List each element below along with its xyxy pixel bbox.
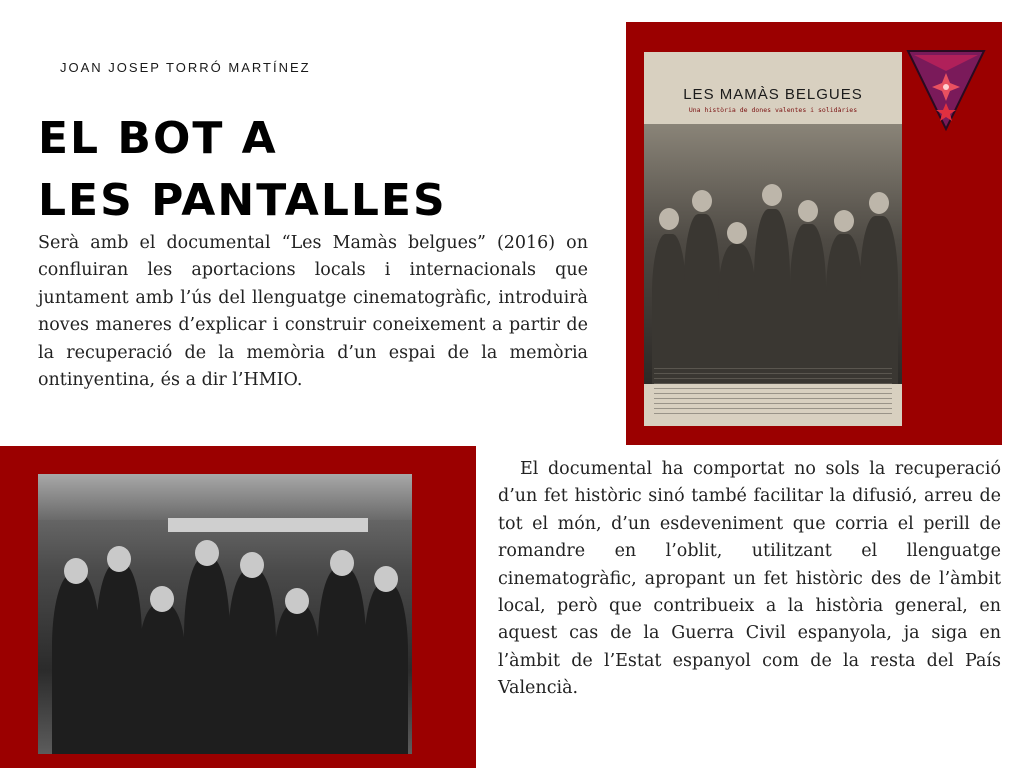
poster-title: LES MAMÀS BELGUES xyxy=(683,86,863,103)
poster-figure xyxy=(652,234,686,384)
documentary-poster xyxy=(644,52,902,426)
photo-sign xyxy=(168,518,368,532)
photo-face xyxy=(374,566,398,592)
poster-face xyxy=(869,192,889,214)
poster-figure xyxy=(790,224,826,384)
poster-figure xyxy=(826,234,862,384)
poster-face xyxy=(659,208,679,230)
body-paragraph: El documental ha comportat no sols la recuperació d’un fet històric sinó també facilitar la difusió, arreu de tot el món, d’un esdeveniment que corria el perill de romandre en l’oblit, utilitzant el llenguatge cinematogràfic, apropant un fet històric des de l’àmbit local, però que contribueix a la història general, en aquest cas de la Guerra Civil espanyola, ja siga en l’àmbit de l’Estat espanyol com de la resta del País Valencià. xyxy=(498,459,1001,699)
photo-figure xyxy=(184,558,230,754)
poster-figure xyxy=(684,214,720,384)
photo-face xyxy=(240,552,264,578)
photo-figure xyxy=(96,564,142,754)
poster-face xyxy=(727,222,747,244)
photo-face xyxy=(150,586,174,612)
photo-face xyxy=(107,546,131,572)
photo-figure xyxy=(364,584,408,754)
author-name: JOAN JOSEP TORRÓ MARTÍNEZ xyxy=(60,60,311,75)
title-line-1: EL BOT A xyxy=(38,113,278,164)
poster-face xyxy=(692,190,712,212)
poster-credits xyxy=(654,368,892,418)
poster-figure xyxy=(860,216,898,384)
intro-paragraph: Serà amb el documental “Les Mamàs belgues” (2016) on confluiran les aportacions locals i internacionals que juntament amb l’ús del llenguatge cinematogràfic, introduirà noves maneres d’explicar i construir coneixement a partir de la recuperació de la memòria d’un espai de la memòria ontinyentina, és a dir l’HMIO. xyxy=(38,233,588,391)
republican-badge-icon xyxy=(904,47,988,133)
photo-figure xyxy=(318,568,366,754)
poster-photo xyxy=(644,124,902,384)
poster-subtitle: Una història de dones valentes i solidàries xyxy=(688,106,858,114)
photo-face xyxy=(64,558,88,584)
poster-face xyxy=(834,210,854,232)
photo-building-banner xyxy=(38,474,412,520)
page-title xyxy=(38,108,447,232)
photo-face xyxy=(285,588,309,614)
photo-figure xyxy=(274,604,320,754)
photo-figure xyxy=(228,570,276,754)
poster-face xyxy=(762,184,782,206)
photo-figure xyxy=(52,574,100,754)
photo-face xyxy=(195,540,219,566)
poster-figure xyxy=(718,244,756,384)
poster-face xyxy=(798,200,818,222)
title-line-2: LES PANTALLES xyxy=(38,175,447,226)
historic-photo xyxy=(38,474,412,754)
photo-figure xyxy=(138,604,186,754)
photo-face xyxy=(330,550,354,576)
poster-figure xyxy=(754,209,790,384)
